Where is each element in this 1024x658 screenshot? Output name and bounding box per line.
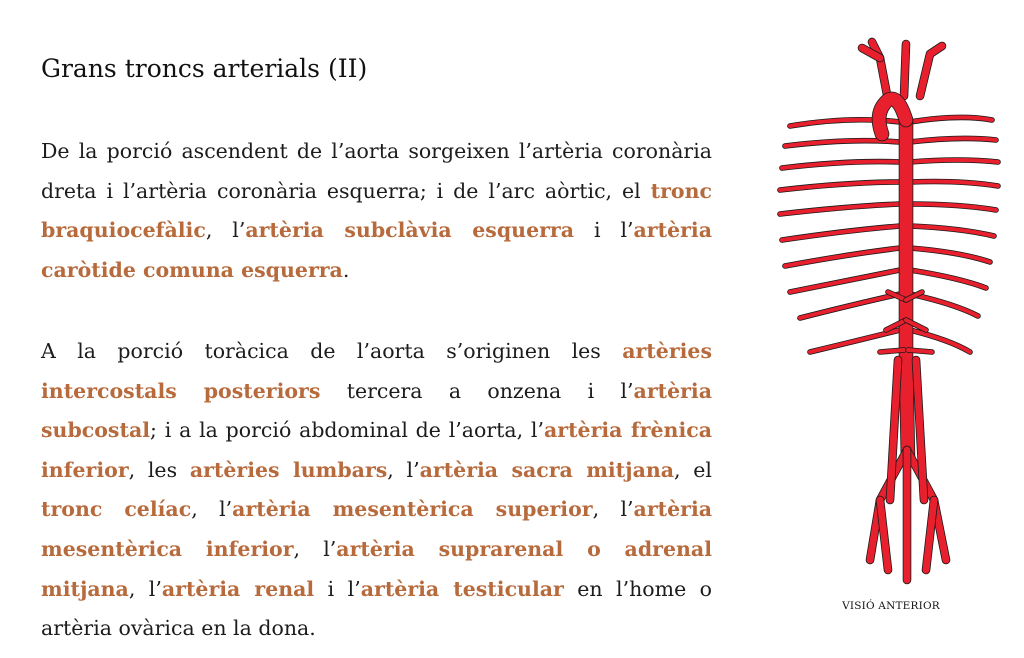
figure-caption: VISIÓ ANTERIOR [842,600,940,612]
highlighted-term: tronc braquiocefàlic [41,178,712,243]
highlighted-term: artèria sacra mitjana [419,457,675,482]
text-segment: , l’ [592,497,634,522]
intercostal-arteries-left [780,120,900,352]
highlighted-term: artèria suprarenal o adrenal mitjana [41,536,712,601]
highlighted-term: artèria subclàvia esquerra [245,218,574,243]
text-segment: tercera a onzena i l’ [320,378,634,403]
highlighted-term: artèries lumbars [189,457,388,482]
aorta-illustration [770,30,1010,590]
aorta-branches-svg [770,30,1010,590]
highlighted-term: artèria subcostal [41,378,712,443]
intercostal-arteries-right [910,117,998,352]
highlighted-term: artèria mesentèrica inferior [41,497,713,561]
text-segment: ; i a la porció abdominal de l’aorta, l’ [150,418,544,443]
highlighted-term: artèria caròtide comuna esquerra [41,218,712,282]
text-segment: , l’ [128,576,162,601]
text-segment: , les [128,457,190,482]
highlighted-term: artèries intercostals posteriors [41,339,712,403]
arch-branches [862,42,942,100]
highlighted-term: artèria renal [161,576,315,601]
text-segment: A la porció toràcica de l’aorta s’originen les [41,339,623,363]
highlighted-term: tronc celíac [41,497,192,522]
text-segment: en l’home o artèria ovàrica en la dona. [41,576,713,641]
text-segment: , l’ [293,536,337,561]
highlighted-term: artèria frènica inferior [41,418,712,482]
text-segment: , l’ [191,497,233,522]
text-segment: i l’ [314,576,361,601]
text-segment: De la porció ascendent de l’aorta sorgeixen l’artèria coronària dreta i l’artèria coronària esquerra; i de l’arc aòrtic, el [41,139,712,203]
paragraph-aorta-ascending [41,132,712,290]
paragraph-aorta-thoracic-abdominal [41,332,712,649]
text-segment: , l’ [387,457,420,482]
text-segment: . [342,257,350,282]
text-segment: , el [674,457,712,482]
page-title: Grans troncs arterials (II) [41,54,368,83]
highlighted-term: artèria testicular [360,576,564,601]
text-segment: i l’ [574,218,634,243]
highlighted-term: artèria mesentèrica superior [232,497,593,522]
text-segment: , l’ [205,218,246,243]
